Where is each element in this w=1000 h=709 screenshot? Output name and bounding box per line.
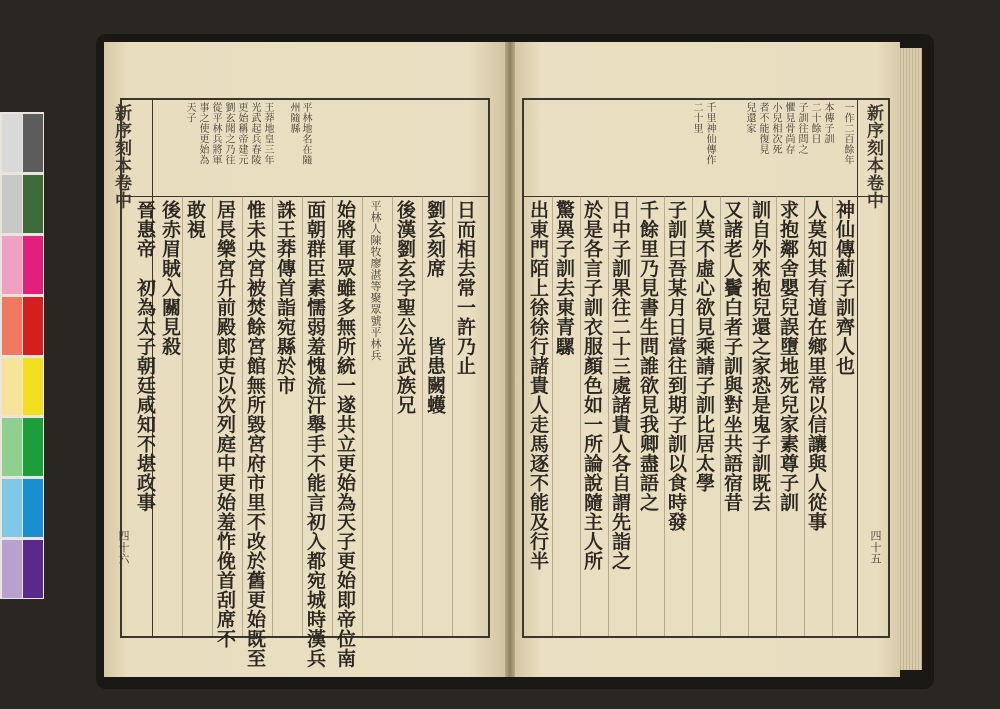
head-note: 兒還家 bbox=[744, 102, 755, 134]
text-column: 又諸老人鬢白者子訓與對坐共語宿昔 bbox=[721, 200, 743, 512]
color-calibration-strip bbox=[0, 112, 44, 599]
text-column: 惟未央宮被焚餘宮館無所毀宮府市里不改於舊更始既至 bbox=[244, 200, 266, 668]
head-note: 州隨縣 bbox=[288, 102, 299, 134]
head-note: 王莽地皇三年 bbox=[262, 102, 273, 165]
calibration-swatch bbox=[23, 358, 43, 416]
text-column: 敢視 bbox=[184, 200, 206, 239]
page-fore-edge bbox=[898, 48, 922, 670]
text-column: 於是各言子訓衣服顏色如一所論說隨主人所 bbox=[581, 200, 603, 571]
book-gutter bbox=[505, 42, 515, 677]
text-column: 後漢劉玄字聖公光武族兄 bbox=[394, 200, 416, 415]
text-column: 日而相去常一許乃止 bbox=[454, 200, 476, 376]
text-column: 出東門陌上徐徐行諸貴人走馬逐不能及行半 bbox=[527, 200, 549, 571]
head-note: 更始稱帝建元 bbox=[236, 102, 247, 165]
text-column: 晉惠帝 初為太子朝廷咸知不堪政事 bbox=[134, 200, 156, 512]
text-column: 人莫不虛心欲見乘請子訓比居太學 bbox=[693, 200, 715, 493]
head-note: 子訓往問之 bbox=[796, 102, 807, 155]
text-column: 誅王莽傳首詣宛縣於市 bbox=[274, 200, 296, 395]
left-folio-number: 四十六 bbox=[117, 530, 130, 565]
head-note: 小兒相次死 bbox=[770, 102, 781, 155]
text-column: 神仙傳薊子訓齊人也 bbox=[833, 200, 855, 376]
text-column: 居長樂宮升前殿郎吏以次列庭中更始羞怍俛首刮席不 bbox=[214, 200, 236, 649]
head-note: 二十里 bbox=[691, 102, 702, 134]
head-note: 事之使更始為 bbox=[197, 102, 208, 165]
calibration-swatch bbox=[2, 114, 22, 172]
right-margin-title: 新序刻本卷中 bbox=[863, 104, 883, 209]
head-note: 二十餘日 bbox=[809, 102, 820, 144]
text-column: 驚異子訓去東青騾 bbox=[553, 200, 575, 356]
text-note-column: 平林人陳牧廖湛等聚眾號平林兵 bbox=[369, 200, 382, 361]
text-column: 日中子訓果往二十三處諸貴人各自謂先詣之 bbox=[609, 200, 631, 571]
text-column: 始將軍眾雖多無所統一遂共立更始為天子更始即帝位南 bbox=[334, 200, 356, 668]
calibration-swatch bbox=[2, 297, 22, 355]
right-folio-number: 四十五 bbox=[869, 530, 882, 565]
text-column: 人莫知其有道在鄉里常以信讓與人從事 bbox=[805, 200, 827, 532]
text-column: 子訓曰吾某月日當往到期子訓以食時發 bbox=[665, 200, 687, 532]
calibration-swatch bbox=[2, 479, 22, 537]
calibration-swatch bbox=[23, 540, 43, 598]
text-column: 千餘里乃見書生問誰欲見我卿盡語之 bbox=[637, 200, 659, 512]
text-column: 面朝群臣素懦弱羞愧流汗舉手不能言初入都宛城時漢兵 bbox=[304, 200, 326, 668]
head-note: 一作二百餘年 bbox=[842, 102, 853, 165]
head-note: 本傳子訓 bbox=[822, 102, 833, 144]
left-margin-title: 新序刻本卷中 bbox=[111, 104, 131, 209]
calibration-swatch bbox=[2, 236, 22, 294]
calibration-swatch bbox=[2, 418, 22, 476]
head-note: 從平林兵將軍 bbox=[210, 102, 221, 165]
calibration-swatch bbox=[2, 358, 22, 416]
head-note: 劉玄聞之乃往 bbox=[223, 102, 234, 165]
calibration-swatch bbox=[2, 540, 22, 598]
head-note: 光武起兵春陵 bbox=[249, 102, 260, 165]
head-note: 者不能復見 bbox=[757, 102, 768, 155]
calibration-swatch bbox=[23, 236, 43, 294]
calibration-swatch bbox=[2, 175, 22, 233]
text-column: 求抱鄰舍嬰兒誤墮地死兒家素尊子訓 bbox=[777, 200, 799, 512]
text-column: 劉玄刻席 皆患闕蠖 bbox=[424, 200, 446, 415]
text-column: 後赤眉賊入關見殺 bbox=[159, 200, 181, 356]
calibration-swatch bbox=[23, 114, 43, 172]
head-note: 天子 bbox=[184, 102, 195, 123]
calibration-swatch bbox=[23, 479, 43, 537]
head-note: 平林地名在隨 bbox=[300, 102, 311, 165]
text-column: 訓自外來抱兒還之家恐是鬼子訓既去 bbox=[749, 200, 771, 512]
head-note: 懼見骨尚存 bbox=[783, 102, 794, 155]
calibration-swatch bbox=[23, 297, 43, 355]
calibration-swatch bbox=[23, 175, 43, 233]
calibration-swatch bbox=[23, 418, 43, 476]
head-note: 千里神仙傳作 bbox=[704, 102, 715, 165]
